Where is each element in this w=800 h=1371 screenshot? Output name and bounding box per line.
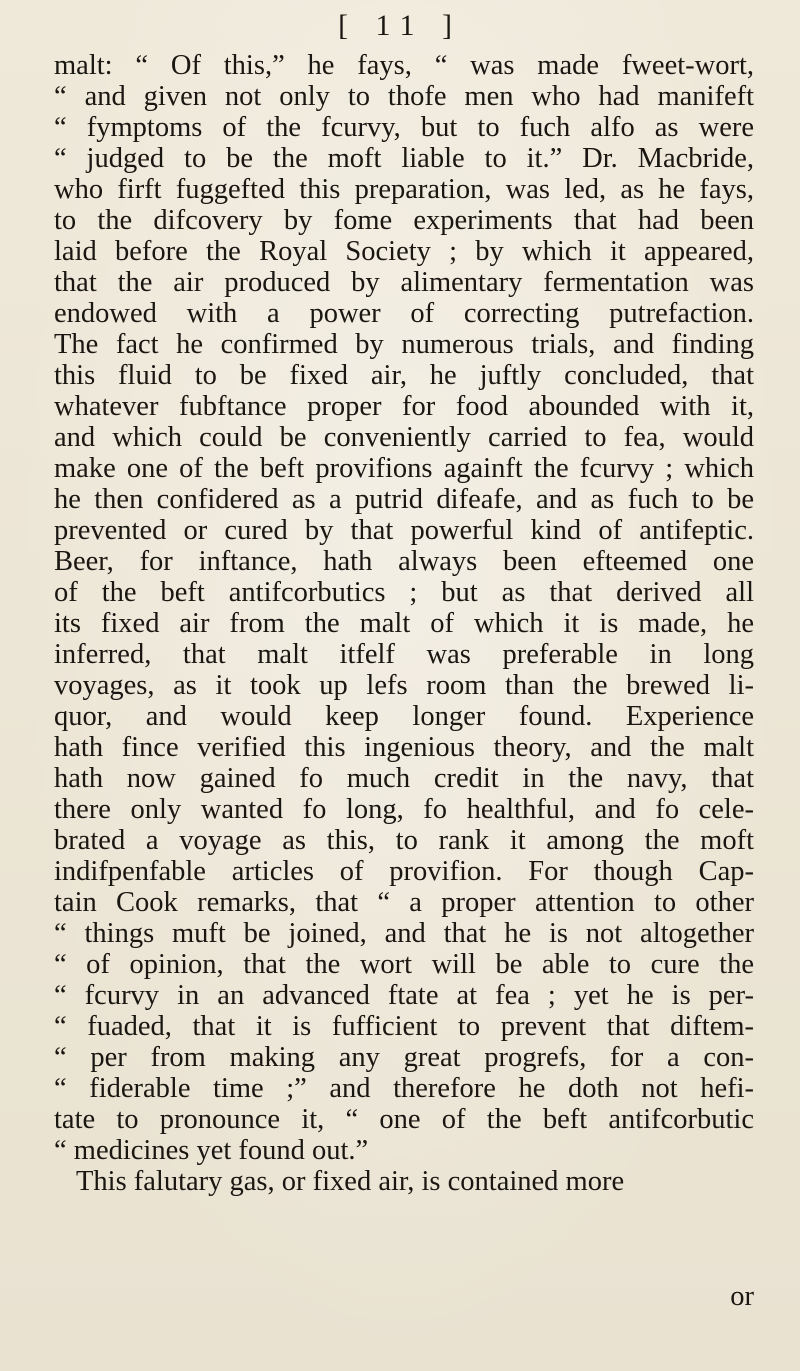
page-number-header: [ 11 ]: [338, 9, 462, 42]
text-line: brated a voyage as this, to rank it among the moft: [54, 825, 754, 856]
text-line: malt: “ Of this,” he fays, “ was made fweet-wort,: [54, 50, 754, 81]
text-line: “ fymptoms of the fcurvy, but to fuch alfo as were: [54, 112, 754, 143]
text-line: Beer, for inftance, hath always been efteemed one: [54, 546, 754, 577]
text-line: and which could be conveniently carried to fea, would: [54, 422, 754, 453]
text-line: “ fuaded, that it is fufficient to prevent that diftem-: [54, 1011, 754, 1042]
text-line: prevented or cured by that powerful kind of antifeptic.: [54, 515, 754, 546]
text-line: tate to pronounce it, “ one of the beft antifcorbutic: [54, 1104, 754, 1135]
text-line: “ per from making any great progrefs, for a con-: [54, 1042, 754, 1073]
text-line: indifpenfable articles of provifion. For though Cap-: [54, 856, 754, 887]
text-line: its fixed air from the malt of which it is made, he: [54, 608, 754, 639]
text-line: voyages, as it took up lefs room than the brewed li-: [54, 670, 754, 701]
text-line: endowed with a power of correcting putrefaction.: [54, 298, 754, 329]
text-line: tain Cook remarks, that “ a proper attention to other: [54, 887, 754, 918]
text-line: whatever fubftance proper for food abounded with it,: [54, 391, 754, 422]
text-line: “ judged to be the moft liable to it.” Dr. Macbride,: [54, 143, 754, 174]
text-line: this fluid to be fixed air, he juftly concluded, that: [54, 360, 754, 391]
text-line: “ of opinion, that the wort will be able to cure the: [54, 949, 754, 980]
text-line: “ things muft be joined, and that he is not altogether: [54, 918, 754, 949]
text-line: The fact he confirmed by numerous trials, and finding: [54, 329, 754, 360]
text-line: “ fiderable time ;” and therefore he doth not hefi-: [54, 1073, 754, 1104]
text-line: hath fince verified this ingenious theory, and the malt: [54, 732, 754, 763]
catchword: or: [730, 1281, 754, 1312]
text-line: “ and given not only to thofe men who had manifeft: [54, 81, 754, 112]
text-line: who firft fuggefted this preparation, was led, as he fays,: [54, 174, 754, 205]
text-line: quor, and would keep longer found. Experience: [54, 701, 754, 732]
text-line: he then confidered as a putrid difeafe, and as fuch to be: [54, 484, 754, 515]
text-line: “ fcurvy in an advanced ftate at fea ; yet he is per-: [54, 980, 754, 1011]
text-line: to the difcovery by fome experiments that had been: [54, 205, 754, 236]
text-line: of the beft antifcorbutics ; but as that derived all: [54, 577, 754, 608]
text-line: make one of the beft provifions againft the fcurvy ; which: [54, 453, 754, 484]
text-line: laid before the Royal Society ; by which it appeared,: [54, 236, 754, 267]
text-line: there only wanted fo long, fo healthful, and fo cele-: [54, 794, 754, 825]
text-line: inferred, that malt itfelf was preferable in long: [54, 639, 754, 670]
text-line: This falutary gas, or fixed air, is contained more: [76, 1166, 625, 1197]
text-line: “ medicines yet found out.”: [54, 1135, 369, 1166]
text-body: [54, 50, 754, 1197]
text-line: hath now gained fo much credit in the navy, that: [54, 763, 754, 794]
text-line: that the air produced by alimentary fermentation was: [54, 267, 754, 298]
